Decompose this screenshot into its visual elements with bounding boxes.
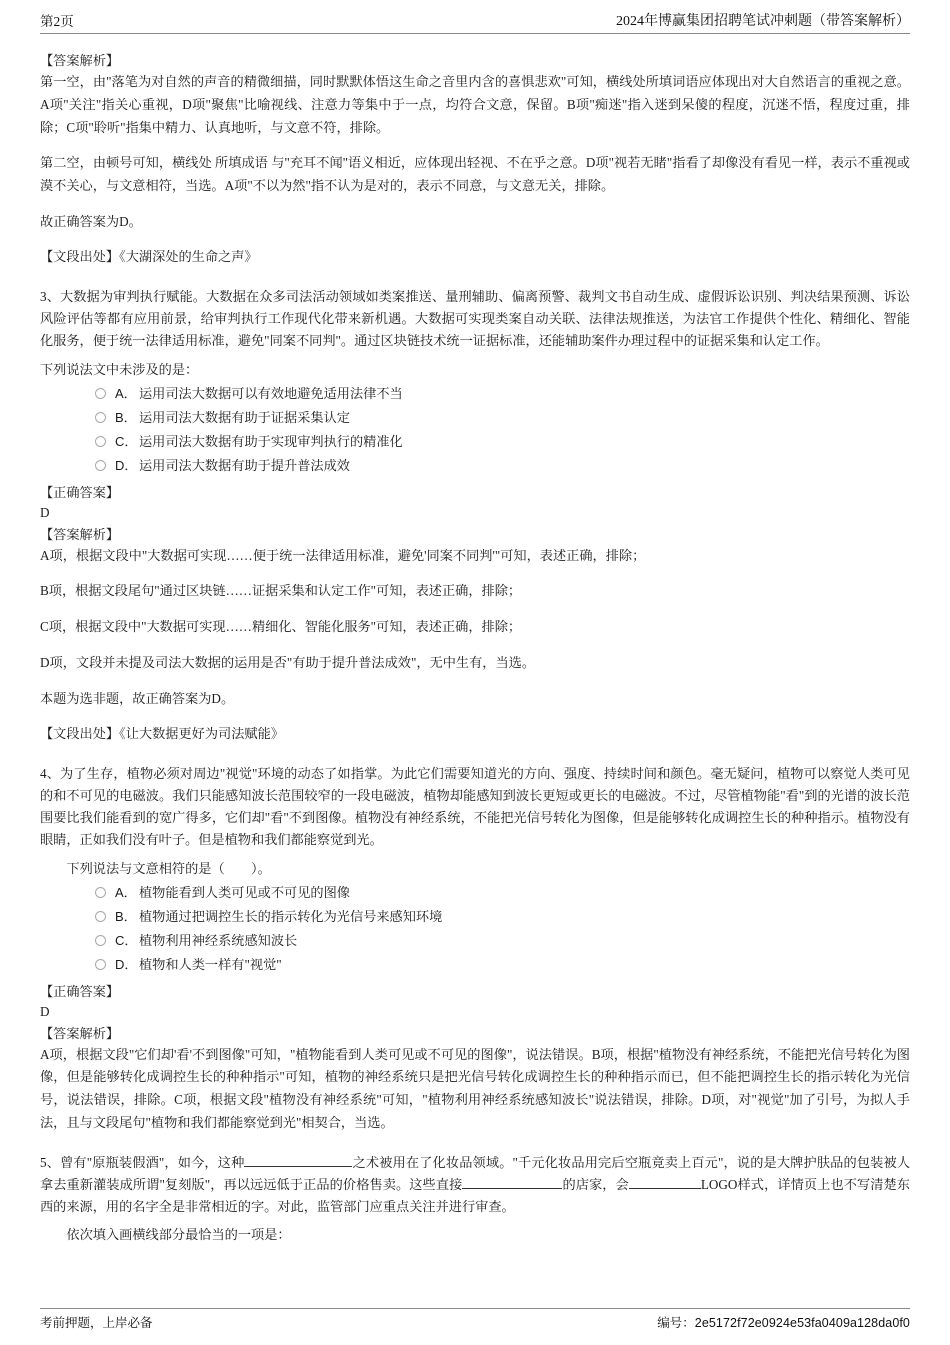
page-number: 第2页: [40, 14, 74, 29]
radio-button-icon[interactable]: [95, 911, 106, 922]
q1-analysis-blank2: 第二空，由顿号可知，横线处 所填成语 与"充耳不闻"语义相近，应体现出轻视、不在乎之意。D项"视若无睹"指看了却像没有看见一样，表示不重视或漠不关心，与文意相符，当选。A项"不以为然"指不认为是对的，表示不同意，与文意无关，排除。: [40, 155, 910, 193]
serial-value: 2e5172f72e0924e53fa0409a128da0f0: [694, 1316, 910, 1330]
option-row[interactable]: [95, 907, 910, 927]
q1-conclusion: 故正确答案为D。: [40, 213, 142, 229]
q3-analysis-c: C项，根据文段中"大数据可实现……精细化、智能化服务"可知，表述正确，排除；: [40, 619, 522, 635]
option-letter: D．: [115, 457, 138, 473]
option-letter: B．: [115, 409, 137, 425]
page-footer: [40, 1308, 910, 1331]
radio-button-icon[interactable]: [95, 460, 106, 471]
serial-label: 编号：: [657, 1316, 695, 1330]
option-text: 植物通过把调控生长的指示转化为光信号来感知环境: [139, 908, 443, 924]
q3-source-title: 《让大数据更好为司法赋能》: [119, 726, 284, 742]
option-letter: B．: [115, 908, 137, 924]
q4-correct-answer: D: [40, 1004, 50, 1020]
radio-button-icon[interactable]: [95, 959, 106, 970]
option-row[interactable]: [95, 432, 910, 452]
option-text: 植物利用神经系统感知波长: [139, 932, 298, 948]
option-row[interactable]: [95, 456, 910, 476]
q4-options: [40, 883, 910, 975]
question-4: [40, 763, 910, 1135]
document-title: 2024年博赢集团招聘笔试冲刺题（带答案解析）: [616, 14, 910, 29]
option-row[interactable]: [95, 883, 910, 903]
q3-correct-answer-label: 【正确答案】: [40, 485, 120, 500]
q1-source: [40, 246, 910, 269]
q3-correct-answer: D: [40, 505, 50, 521]
q4-analysis: A项，根据文段"它们却'看'不到图像"可知，"植物能看到人类可见或不可见的图像"，说法错误。B项，根据"植物没有神经系统，不能把光信号转化为图像，但是能够转化成调控生长的种种指示"可知，植物的神经系统只是把光信号转化成调控生长的种种指示而已，但不能把调控生长的指示转化为光信号，说法错误，排除。C项，根据文段"植物没有神经系统"可知，"植物利用神经系统感知波长"说法错误，排除。D项，对"视觉"加了引号，为拟人手法，且与文段尾句"植物和我们都能察觉到光"相契合，当选。: [40, 1046, 910, 1130]
q3-prompt: 下列说法文中未涉及的是：: [40, 361, 199, 377]
option-text: 植物能看到人类可见或不可见的图像: [139, 884, 350, 900]
option-row[interactable]: [95, 955, 910, 975]
question-5: [40, 1152, 910, 1246]
option-letter: A．: [115, 884, 137, 900]
q1-source-title: 《大湖深处的生命之声》: [119, 249, 258, 265]
option-letter: D．: [115, 956, 138, 972]
q3-analysis-a: A项，根据文段中"大数据可实现……便于统一法律适用标准，避免'同案不同判'"可知，表述正确，排除；: [40, 547, 646, 563]
question-3: [40, 286, 910, 746]
document-body: [40, 34, 910, 1245]
footer-serial: [657, 1313, 910, 1331]
fill-blank-3[interactable]: [629, 1188, 701, 1189]
q4-prompt: 下列说法与文意相符的是（ ）。: [66, 860, 271, 876]
radio-button-icon[interactable]: [95, 887, 106, 898]
option-text: 运用司法大数据有助于实现审判执行的精准化: [139, 433, 403, 449]
q4-stem: 4、为了生存，植物必须对周边"视觉"环境的动态了如指掌。为此它们需要知道光的方向、强度、持续时间和颜色。毫无疑问，植物可以察觉人类可见的和不可见的电磁波。我们只能感知波长范围较窄的一段电磁波，植物却能感知到波长更短或更长的电磁波。不过，尽管植物能"看"到的光谱的波长范围要比我们能看到的宽广得多，它们却"看"不到图像。植物没有神经系统，不能把光信号转化为图像，但是能够转化成调控生长的种种指示。植物没有眼睛，正如我们没有叶子。但是植物和我们都能察觉到光。: [40, 765, 910, 848]
q4-analysis-label: 【答案解析】: [40, 1025, 120, 1041]
radio-button-icon[interactable]: [95, 935, 106, 946]
q3-source: [40, 723, 910, 746]
q5-stem: [40, 1152, 910, 1219]
q1-analysis-blank1: 第一空，由"落笔为对自然的声音的精微细描，同时默默体悟这生命之音里内含的喜惧悲欢"可知，横线处所填词语应体现出对大自然语言的重视之意。A项"关注"指关心重视，D项"聚焦"比喻视线、注意力等集中于一点，均符合文意，保留。B项"痴迷"指入迷到呆傻的程度，沉迷不悟，程度过重，排除；C项"聆听"指集中精力、认真地听，与文意不符，排除。: [40, 74, 910, 135]
q3-options: [40, 384, 910, 476]
radio-button-icon[interactable]: [95, 436, 106, 447]
q1-source-label: 【文段出处】: [40, 249, 120, 265]
option-text: 运用司法大数据可以有效地避免适用法律不当: [139, 385, 403, 401]
radio-button-icon[interactable]: [95, 412, 106, 423]
option-letter: C．: [115, 433, 138, 449]
option-row[interactable]: [95, 408, 910, 428]
q3-analysis-b: B项，根据文段尾句"通过区块链……证据采集和认定工作"可知，表述正确，排除；: [40, 583, 522, 599]
q5-prompt: 依次填入画横线部分最恰当的一项是：: [66, 1227, 291, 1243]
option-text: 运用司法大数据有助于证据采集认定: [139, 409, 350, 425]
option-letter: A．: [115, 385, 137, 401]
q3-stem: 3、大数据为审判执行赋能。大数据在众多司法活动领域如类案推送、量刑辅助、偏离预警、裁判文书自动生成、虚假诉讼识别、判决结果预测、诉讼风险评估等都有应用前景，给审判执行工作现代化带来新机遇。大数据可实现类案自动关联、法律法规推送，为法官工作提供个性化、精细化、智能化服务，便于统一法律适用标准，避免"同案不同判"。通过区块链技术统一证据标准，还能辅助案件办理过程中的证据采集和认定工作。: [40, 289, 910, 349]
option-row[interactable]: [95, 384, 910, 404]
q3-analysis-d: D项，文段并未提及司法大数据的运用是否"有助于提升普法成效"，无中生有，当选。: [40, 654, 536, 670]
option-text: 植物和人类一样有"视觉": [139, 956, 282, 972]
q1-analysis-label: 【答案解析】: [40, 53, 120, 68]
fill-blank-2[interactable]: [462, 1188, 562, 1189]
fill-blank-1[interactable]: [244, 1166, 352, 1167]
q5-stem-part1: 5、曾有"原瓶装假酒"，如今，这种: [40, 1154, 245, 1170]
option-text: 运用司法大数据有助于提升普法成效: [139, 457, 350, 473]
option-row[interactable]: [95, 931, 910, 951]
q3-analysis-label: 【答案解析】: [40, 526, 120, 542]
q5-stem-part3: 的店家，会: [562, 1176, 629, 1192]
q3-source-label: 【文段出处】: [40, 726, 120, 742]
footer-slogan: 考前押题，上岸必备: [40, 1316, 153, 1330]
q5-stem-part2: 之术被用在了化妆品领域。"千元化妆品用完后空瓶竟卖上百元"，说的是大牌护肤品的包装被人拿去重新灌装成所谓"复刻版"，再以远远低于正品的价格售卖。这些直接: [40, 1154, 911, 1192]
radio-button-icon[interactable]: [95, 388, 106, 399]
q3-conclusion: 本题为选非题，故正确答案为D。: [40, 690, 235, 706]
q4-correct-answer-label: 【正确答案】: [40, 984, 120, 1000]
q5-stem-part4: LOGO样式，详情页上也不写清楚东西的来源，用的名字全是非常相近的字。对此，监管部门应重点关注并进行审查。: [40, 1176, 910, 1214]
page-header: [40, 0, 910, 34]
option-letter: C．: [115, 932, 138, 948]
